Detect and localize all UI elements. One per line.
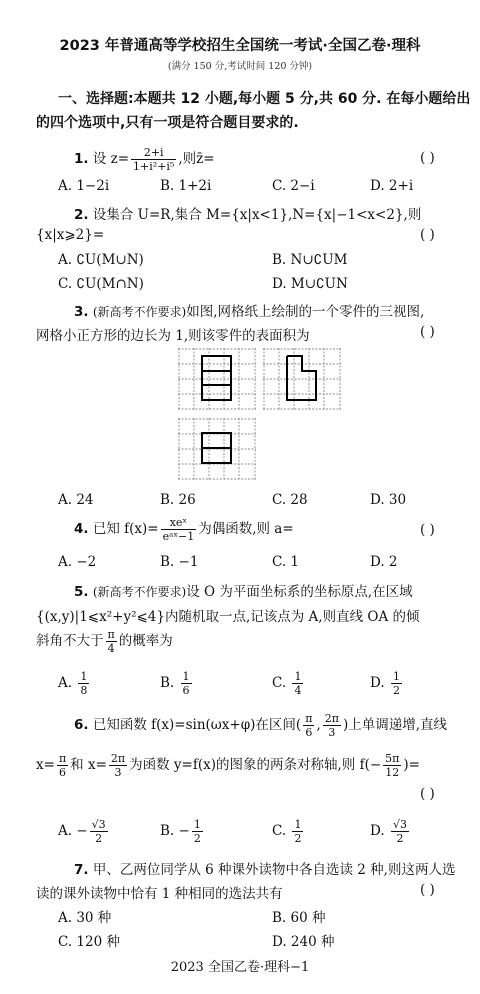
question-text: ,则z̄= bbox=[178, 151, 215, 167]
question-2 bbox=[74, 203, 421, 223]
question-number: 6. bbox=[74, 717, 89, 733]
question-3-line2: 网格小正方形的边长为 1,则该零件的表面积为 bbox=[36, 328, 310, 344]
fraction: $\frac{1}{6}$ bbox=[182, 670, 190, 697]
fraction: $\frac{√3}{2}$ bbox=[392, 818, 407, 845]
answer-paren: ( ) bbox=[420, 227, 435, 243]
answer-paren: ( ) bbox=[420, 882, 435, 898]
fraction-denominator: 4 bbox=[107, 642, 115, 655]
question-text: )上单调递增,直线 bbox=[342, 717, 448, 733]
option-a: A. −2 bbox=[58, 554, 97, 570]
answer-paren: ( ) bbox=[420, 522, 435, 538]
fraction-denominator: 1+i²+i⁵ bbox=[133, 160, 175, 173]
fraction: $\frac{1}{2}$ bbox=[294, 818, 302, 845]
option-a: A. ∁U(M∪N) bbox=[58, 252, 144, 268]
option-d: D. M∪∁UN bbox=[272, 276, 348, 292]
fraction: $\frac{1}{2}$ bbox=[392, 670, 400, 697]
option-c: C. $\frac{1}{2}$ bbox=[272, 818, 302, 845]
question-number: 7. bbox=[74, 862, 89, 878]
option-b: B. 26 bbox=[160, 492, 196, 508]
answer-paren: ( ) bbox=[420, 786, 435, 802]
option-d: D. $\frac{1}{2}$ bbox=[370, 670, 400, 697]
fraction: $\frac{√3}{2}$ bbox=[91, 818, 106, 845]
question-6-line2 bbox=[36, 752, 420, 779]
fraction bbox=[131, 146, 176, 173]
question-text: 如图,网格纸上绘制的一个零件的三视图, bbox=[186, 304, 425, 320]
option-d: D. 240 种 bbox=[272, 934, 335, 950]
fraction: $\frac{5\pi}{12}$ bbox=[385, 752, 400, 779]
question-number: 3. bbox=[74, 304, 89, 320]
option-d: D. 30 bbox=[370, 492, 407, 508]
question-number: 2. bbox=[74, 207, 89, 223]
option-d: D. $\frac{√3}{2}$ bbox=[370, 818, 407, 845]
exam-subtitle: (满分 150 分,考试时间 120 分钟) bbox=[167, 61, 313, 72]
question-5 bbox=[74, 580, 413, 600]
question-2-line2: {x|x⩾2}= bbox=[36, 227, 105, 243]
question-note: (新高考不作要求) bbox=[92, 585, 187, 599]
fraction: $\frac{1}{2}$ bbox=[193, 818, 201, 845]
option-b: B. N∪∁UM bbox=[272, 252, 348, 268]
question-5-line2: {(x,y)|1⩽x²+y²⩽4}内随机取一点,记该点为 A,则直线 OA 的倾 bbox=[36, 609, 420, 625]
answer-paren: ( ) bbox=[420, 150, 435, 166]
option-b: B. −1 bbox=[160, 554, 199, 570]
fraction-numerator: xeˣ bbox=[161, 516, 197, 530]
question-number: 1. bbox=[74, 151, 89, 167]
question-text: 设 z= bbox=[92, 151, 130, 167]
fraction: $\frac{\pi}{6}$ bbox=[58, 752, 67, 779]
question-text: 甲、乙两位同学从 6 种课外读物中各自选读 2 种,则这两人选 bbox=[92, 862, 456, 878]
option-c: C. $\frac{1}{4}$ bbox=[272, 670, 302, 697]
question-text: 设 O 为平面坐标系的坐标原点,在区域 bbox=[186, 584, 413, 600]
question-number: 4. bbox=[74, 521, 89, 537]
question-text: 斜角不大于 bbox=[36, 633, 104, 649]
fraction: $\frac{2\pi}{3}$ bbox=[110, 752, 126, 779]
question-text: 已知函数 f(x)=sin(ωx+φ)在区间( bbox=[92, 717, 302, 733]
fraction bbox=[161, 516, 197, 543]
option-a: A. − $\frac{√3}{2}$ bbox=[58, 818, 106, 845]
top-view-figure bbox=[178, 418, 256, 480]
fraction: $\frac{\pi}{6}$ bbox=[305, 712, 313, 739]
option-a: A. 1−2i bbox=[58, 178, 110, 194]
fraction: $\frac{2\pi}{3}$ bbox=[324, 712, 339, 739]
question-text: 和 x= bbox=[70, 757, 107, 773]
question-text: 设集合 U=R,集合 M={x|x<1},N={x|−1<x<2},则 bbox=[92, 207, 422, 223]
option-b: B. 60 种 bbox=[272, 910, 326, 926]
option-a: A. $\frac{1}{8}$ bbox=[58, 670, 88, 697]
option-b: B. 1+2i bbox=[160, 178, 212, 194]
front-view-figure bbox=[178, 348, 256, 410]
side-view-figure bbox=[263, 348, 341, 410]
question-text: 为函数 y=f(x)的图象的两条对称轴,则 f(− bbox=[129, 757, 382, 773]
question-text: 为偶函数,则 a= bbox=[198, 521, 294, 537]
question-text: x= bbox=[36, 757, 55, 773]
separator: , bbox=[316, 717, 321, 733]
question-4 bbox=[74, 516, 294, 543]
question-text: 的概率为 bbox=[118, 633, 173, 649]
option-c: C. 2−i bbox=[272, 178, 315, 194]
fraction-numerator: π bbox=[107, 628, 115, 641]
option-c: C. ∁U(M∩N) bbox=[58, 276, 144, 292]
option-c: C. 1 bbox=[272, 554, 300, 570]
fraction bbox=[106, 628, 117, 655]
fraction: $\frac{1}{4}$ bbox=[294, 670, 302, 697]
option-a: A. 30 种 bbox=[58, 910, 112, 926]
question-number: 5. bbox=[74, 584, 89, 600]
question-5-line3 bbox=[36, 628, 173, 655]
page-footer: 2023 全国乙卷·理科−1 bbox=[170, 960, 310, 975]
option-d: D. 2 bbox=[370, 554, 398, 570]
option-b: B. $\frac{1}{6}$ bbox=[160, 670, 190, 697]
option-d: D. 2+i bbox=[370, 178, 414, 194]
option-a: A. 24 bbox=[58, 492, 94, 508]
question-text: 已知 f(x)= bbox=[92, 521, 159, 537]
question-note: (新高考不作要求) bbox=[92, 305, 187, 319]
fraction: $\frac{1}{8}$ bbox=[80, 670, 88, 697]
section-heading-line1: 一、选择题:本题共 12 小题,每小题 5 分,共 60 分. 在每小题给出 bbox=[58, 91, 471, 107]
option-b: B. − $\frac{1}{2}$ bbox=[160, 818, 201, 845]
question-7 bbox=[74, 858, 455, 878]
question-3 bbox=[74, 300, 424, 320]
answer-paren: ( ) bbox=[420, 324, 435, 340]
question-7-line2: 读的课外读物中恰有 1 种相同的选法共有 bbox=[36, 886, 283, 902]
fraction-numerator: 2+i bbox=[131, 146, 176, 160]
question-1 bbox=[74, 146, 215, 173]
exam-title: 2023 年普通高等学校招生全国统一考试·全国乙卷·理科 bbox=[59, 38, 421, 54]
section-heading-line2: 的四个选项中,只有一项是符合题目要求的. bbox=[36, 115, 299, 131]
option-c: C. 28 bbox=[272, 492, 308, 508]
option-c: C. 120 种 bbox=[58, 934, 120, 950]
fraction-denominator: eᵃˣ−1 bbox=[162, 530, 195, 543]
question-text: )= bbox=[403, 757, 420, 773]
question-6 bbox=[74, 712, 447, 739]
